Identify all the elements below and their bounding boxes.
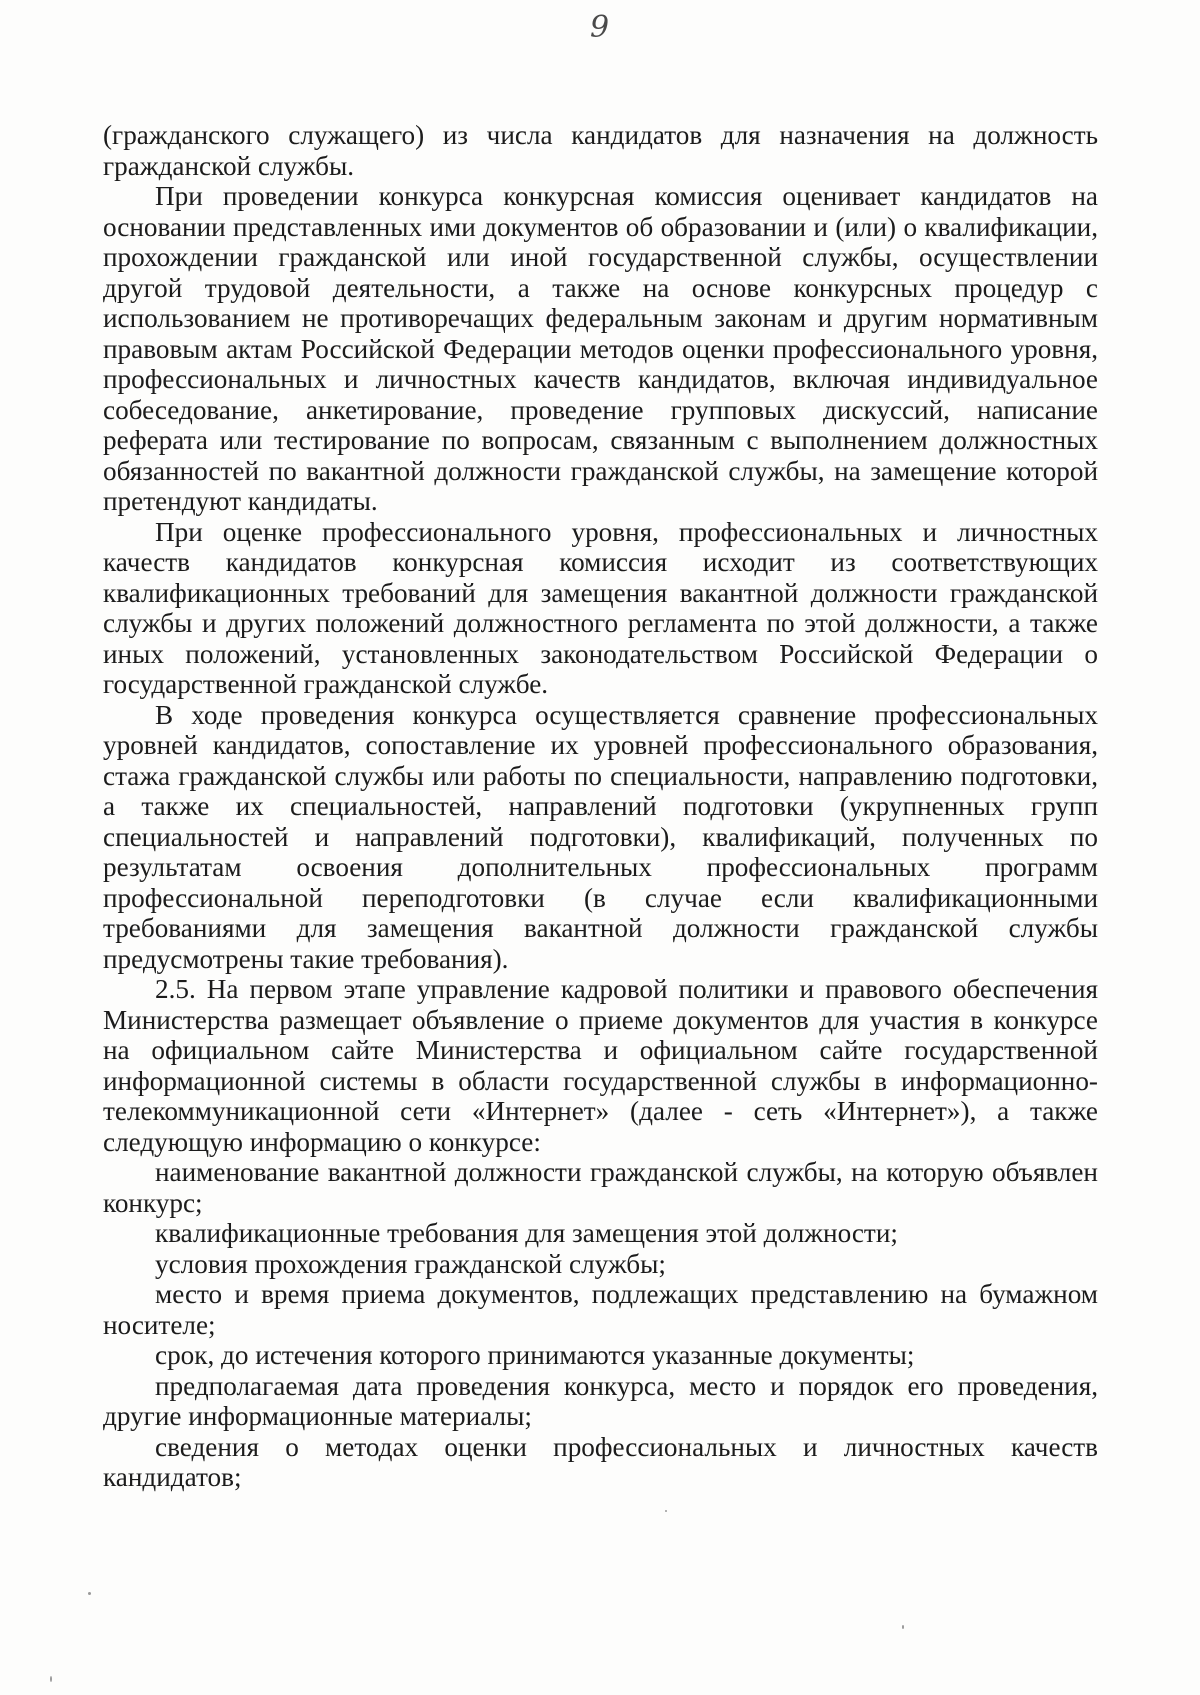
list-item: условия прохождения гражданской службы; [155, 1248, 666, 1279]
list-item: квалификационные требования для замещения этой должности; [155, 1218, 898, 1248]
scan-speck [902, 1625, 904, 1629]
paragraph: При проведении конкурса конкурсная комиссия оценивает кандидатов на основании представленных ими документов об образовании и (или) о квалификации, прохождении гражданской или иной государственной службы, осуществлении другой трудовой деятельности, а также на основе конкурсных процедур с использованием не противоречащих федеральным законам и другим нормативным правовым актам Российской Федерации методов оценки профессионального уровня, профессиональных и личностных качеств кандидатов, включая индивидуальное собеседование, анкетирование, проведение групповых дискуссий, написание реферата или тестирование по вопросам, связанным с выполнением должностных обязанностей по вакантной должности гражданской службы, на замещение которой претендуют кандидаты. [103, 181, 1098, 516]
list-item: место и время приема документов, подлежащих представлению на бумажном носителе; [103, 1279, 1098, 1340]
paragraph: При оценке профессионального уровня, профессиональных и личностных качеств кандидатов конкурсная комиссия исходит из соответствующих квалификационных требований для замещения вакантной должности гражданской службы и других положений должностного регламента по этой должности, а также иных положений, установленных законодательством Российской Федерации о государственной гражданской службе. [103, 516, 1098, 699]
list-item: срок, до истечения которого принимаются указанные документы; [155, 1340, 915, 1370]
scan-speck [665, 1510, 667, 1512]
paragraph: В ходе проведения конкурса осуществляется сравнение профессиональных уровней кандидатов, сопоставление их уровней профессионального образования, стажа гражданской службы или работы по специальности, направлению подготовки, а также их специальностей, направлений подготовки (укрупненных групп специальностей и направлений подготовки), квалификаций, полученных по результатам освоения дополнительных профессиональных программ профессиональной переподготовки (в случае если квалификационными требованиями для замещения вакантной должности гражданской службы предусмотрены такие требования). [103, 699, 1098, 974]
paragraph: (гражданского служащего) из числа кандидатов для назначения на должность гражданской службы. [103, 120, 1098, 181]
list-item: предполагаемая дата проведения конкурса, место и порядок его проведения, другие информационные материалы; [103, 1370, 1098, 1431]
body-text [103, 120, 1098, 1493]
list-item: сведения о методах оценки профессиональных и личностных качеств кандидатов; [103, 1431, 1098, 1492]
scan-speck [50, 1676, 52, 1682]
page-number: 9 [589, 10, 611, 45]
scan-speck [88, 1592, 91, 1595]
list-item: наименование вакантной должности гражданской службы, на которую объявлен конкурс; [103, 1157, 1098, 1218]
paragraph: 2.5. На первом этапе управление кадровой политики и правового обеспечения Министерства размещает объявление о приеме документов для участия в конкурсе на официальном сайте Министерства и официальном сайте государственной информационной системы в области государственной службы в информационно-телекоммуникационной сети «Интернет» (далее - сеть «Интернет»), а также следующую информацию о конкурсе: [103, 974, 1098, 1157]
